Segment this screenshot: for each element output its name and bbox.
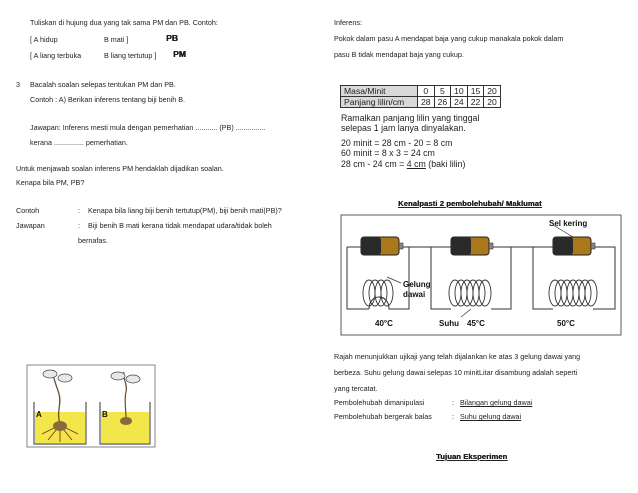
- seed-germination-illustration: [26, 364, 156, 448]
- dry-cell-3: [553, 237, 595, 255]
- table-row: [341, 86, 501, 97]
- table-cell: 24: [451, 97, 468, 108]
- circuit-diagram: [339, 213, 623, 337]
- calc-line-3-answer: 4 cm: [406, 159, 426, 169]
- label-a: A: [36, 410, 42, 419]
- diagram-frame: [341, 215, 621, 335]
- example2-a: [ A liang terbuka: [30, 51, 82, 60]
- calc-line-3: [341, 159, 465, 170]
- table-cell: 10: [451, 86, 468, 97]
- table-cell: 20: [484, 86, 501, 97]
- jawapan-line-2: kerana ............... pemerhatian.: [30, 138, 128, 147]
- responding-label: Pembolehubah bergerak balas: [334, 412, 432, 421]
- untuk-line: Untuk menjawab soalan inferens PM hendaklah dijadikan soalan.: [16, 164, 224, 173]
- example2-b: B liang tertutup ]: [104, 51, 157, 60]
- table-cell: 0: [418, 86, 435, 97]
- table-cell: 26: [434, 97, 451, 108]
- manipulated-colon: :: [452, 398, 454, 407]
- table-cell: 5: [434, 86, 451, 97]
- label-coil-2: dawai: [403, 290, 426, 299]
- question-number: 3: [16, 80, 20, 89]
- manipulated-value: Bilangan gelung dawai: [460, 398, 533, 407]
- table-cell: Masa/Minit: [341, 86, 418, 97]
- heading-variables: Kenalpasti 2 pembolehubah/ Maklumat: [398, 199, 542, 208]
- contoh2-colon: :: [78, 206, 80, 215]
- table-cell: 20: [484, 97, 501, 108]
- inferens-line-2: pasu B tidak mendapat baja yang cukup.: [334, 50, 464, 59]
- jawapan2-label: Jawapan: [16, 221, 45, 230]
- calc-line-3-pre: 28 cm - 24 cm =: [341, 159, 407, 169]
- label-temp-1: 40°C: [375, 319, 393, 328]
- table-cell: 28: [418, 97, 435, 108]
- calc-line-3-post: (baki lilin): [425, 159, 466, 169]
- jawapan-line-1: Jawapan: Inferens mesti mula dengan pemerhatian ........... (PB) ...............: [30, 123, 266, 132]
- rajah-line-3: yang tercatat.: [334, 384, 378, 393]
- responding-value: Suhu gelung dawai: [460, 412, 522, 421]
- intro-text: Tuliskan di hujung dua yang tak sama PM dan PB. Contoh:: [30, 18, 218, 27]
- beaker-b-water: [101, 412, 149, 443]
- label-b: B: [102, 410, 108, 419]
- contoh2-text: Kenapa bila liang biji benih tertutup(PM), biji benih mati(PB)?: [88, 206, 282, 215]
- inferens-line-1: Pokok dalam pasu A mendapat baja yang cukup manakala pokok dalam: [334, 34, 564, 43]
- contoh-line: Contoh : A) Berikan inferens tentang biji benih B.: [30, 95, 186, 104]
- label-coil-1: Gelung: [403, 280, 431, 289]
- rajah-line-2: berbeza. Suhu gelung dawai selepas 10 minitLitar disambung adalah seperti: [334, 368, 578, 377]
- table-cell: 15: [467, 86, 484, 97]
- inferens-label: Inferens:: [334, 18, 362, 27]
- label-suhu: Suhu: [439, 319, 459, 328]
- jawapan2-colon: :: [78, 221, 80, 230]
- responding-colon: :: [452, 412, 454, 421]
- predict-line-1: Ramalkan panjang lilin yang tinggal: [341, 113, 480, 123]
- calc-line-2: 60 minit = 8 x 3 = 24 cm: [341, 148, 435, 158]
- kenapa-line: Kenapa bila PM, PB?: [16, 178, 85, 187]
- contoh2-label: Contoh: [16, 206, 40, 215]
- table-cell: 22: [467, 97, 484, 108]
- label-temp-3: 50°C: [557, 319, 575, 328]
- jawapan2-text-2: bernafas.: [78, 236, 108, 245]
- jawapan2-text-1: Biji benih B mati kerana tidak mendapat udara/tidak boleh: [88, 221, 272, 230]
- example1-tag: PB: [166, 33, 178, 43]
- label-temp-2: 45°C: [467, 319, 485, 328]
- candle-table: [340, 85, 501, 108]
- rajah-line-1: Rajah menunjukkan ujikaji yang telah dijalankan ke atas 3 gelung dawai yang: [334, 352, 581, 361]
- example1-a: [ A hidup: [30, 35, 58, 44]
- dry-cell-1: [361, 237, 403, 255]
- dry-cell-2: [451, 237, 493, 255]
- predict-line-2: selepas 1 jam lanya dinyalakan.: [341, 123, 466, 133]
- manipulated-label: Pembolehubah dimanipulasi: [334, 398, 425, 407]
- table-row: [341, 97, 501, 108]
- table-cell: Panjang lilin/cm: [341, 97, 418, 108]
- question-text: Bacalah soalan selepas tentukan PM dan PB.: [30, 80, 176, 89]
- calc-line-1: 20 minit = 28 cm - 20 = 8 cm: [341, 138, 453, 148]
- label-dry-cell: Sel kering: [549, 219, 588, 228]
- heading-aim: Tujuan Eksperimen: [436, 452, 508, 461]
- example1-b: B mati ]: [104, 35, 129, 44]
- example2-tag: PM: [173, 49, 186, 59]
